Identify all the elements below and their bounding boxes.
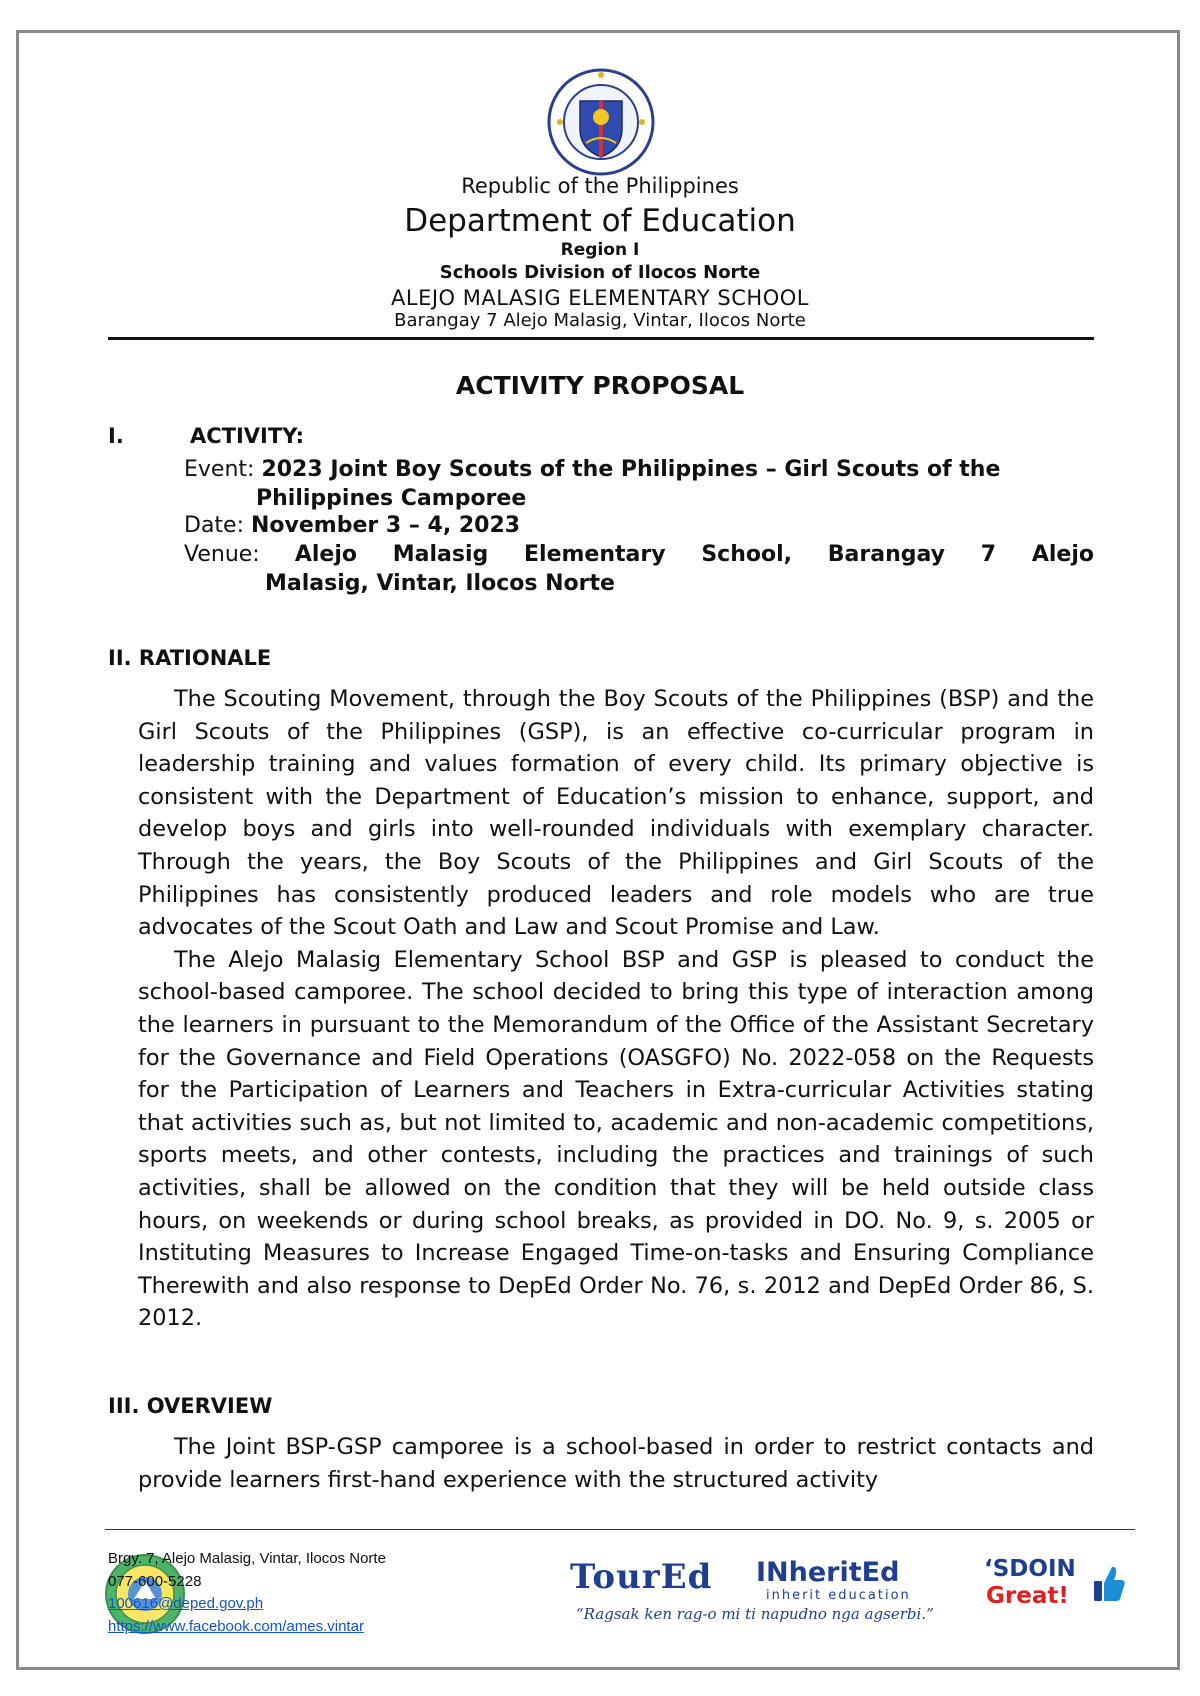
event-value-continued: Philippines Camporee bbox=[256, 486, 527, 511]
inherited-logo: INheritEd bbox=[756, 1557, 900, 1588]
section-title: ACTIVITY: bbox=[190, 424, 304, 448]
section-rationale-heading: II. RATIONALE bbox=[108, 646, 272, 670]
school-name: ALEJO MALASIG ELEMENTARY SCHOOL bbox=[391, 286, 809, 310]
overview-paragraph: The Joint BSP-GSP camporee is a school-based in order to restrict contacts and provide learners first-hand experience with the structured activity bbox=[138, 1434, 1094, 1493]
school-address: Barangay 7 Alejo Malasig, Vintar, Ilocos Norte bbox=[394, 310, 806, 331]
document-title: ACTIVITY PROPOSAL bbox=[455, 371, 745, 400]
region-line: Region I bbox=[560, 240, 640, 260]
event-field-continued bbox=[256, 484, 526, 513]
venue-field bbox=[184, 540, 1094, 569]
event-label: Event: bbox=[184, 457, 255, 482]
venue-value: Alejo Malasig Elementary School, Barangay 7 Alejo bbox=[294, 542, 1094, 567]
overview-body bbox=[138, 1431, 1094, 1496]
footer-phone: 077-600-5228 bbox=[108, 1572, 202, 1590]
rationale-paragraph: The Alejo Malasig Elementary School BSP and GSP is pleased to conduct the school-based camporee. The school decided to bring this type of interaction among the learners in pursuant to the Memorandum of the Office of the Assistant Secretary for the Governance and Field Operations (OASGFO) No. 2022-058 on the Requests for the Participation of Learners and Teachers in Extra-curricular Activities stating that activities such as, but not limited to, academic and non-academic competitions, sports meets, and other contests, including the practices and trainings of such activities, shall be allowed on the condition that they will be held outside class hours, on weekends or during school breaks, as provided in DO. No. 9, s. 2005 or Instituting Measures to Increase Engaged Time-on-tasks and Ensuring Compliance Therewith and also response to DepEd Order No. 76, s. 2012 and DepEd Order 86, S. 2012. bbox=[138, 946, 1094, 1332]
footer-email-link[interactable]: 100616@deped.gov.ph bbox=[108, 1595, 264, 1612]
section-overview-heading: III. OVERVIEW bbox=[108, 1394, 273, 1418]
inherited-logo-subtitle: inherit education bbox=[766, 1588, 911, 1603]
footer-facebook-link[interactable]: https://www.facebook.com/ames.vintar bbox=[108, 1617, 364, 1635]
logo-tagline: “Ragsak ken rag-o mi ti napudno nga agserbi.” bbox=[576, 1605, 934, 1623]
venue-value-continued: Malasig, Vintar, Ilocos Norte bbox=[265, 571, 615, 596]
toured-logo: TourEd bbox=[570, 1557, 713, 1597]
footer-address: Brgy. 7, Alejo Malasig, Vintar, Ilocos Norte bbox=[108, 1550, 386, 1567]
sdoin-logo: ‘SDOIN bbox=[984, 1556, 1076, 1582]
section-number: I. bbox=[108, 424, 124, 448]
republic-line: Republic of the Philippines bbox=[461, 174, 739, 198]
footer-contact-info bbox=[108, 1548, 386, 1638]
thumbs-up-icon bbox=[1092, 1563, 1126, 1603]
date-field bbox=[184, 511, 520, 540]
deped-seal-logo bbox=[546, 67, 656, 177]
venue-label: Venue: bbox=[184, 542, 260, 567]
date-value: November 3 – 4, 2023 bbox=[251, 513, 521, 538]
venue-field-continued bbox=[265, 569, 615, 598]
footer-logos bbox=[566, 1555, 1126, 1635]
division-line: Schools Division of Ilocos Norte bbox=[439, 262, 761, 283]
department-line: Department of Education bbox=[404, 203, 796, 239]
section-activity-heading bbox=[108, 424, 304, 448]
sdoin-great-text: Great! bbox=[986, 1583, 1069, 1609]
rationale-paragraph: The Scouting Movement, through the Boy Scouts of the Philippines (BSP) and the Girl Scouts of the Philippines (GSP), is an effective co-curricular program in leadership training and values formation of every child. Its primary objective is consistent with the Department of Education’s mission to enhance, support, and develop boys and girls into well-rounded individuals with exemplary character. Through the years, the Boy Scouts of the Philippines and Girl Scouts of the Philippines has consistently produced leaders and role models who are true advocates of the Scout Oath and Law and Scout Promise and Law. bbox=[138, 686, 1094, 941]
header-divider bbox=[108, 337, 1094, 340]
date-label: Date: bbox=[184, 513, 244, 538]
event-field bbox=[184, 455, 1094, 484]
footer-divider bbox=[105, 1529, 1135, 1530]
rationale-body bbox=[138, 683, 1094, 1335]
event-value: 2023 Joint Boy Scouts of the Philippines – Girl Scouts of the bbox=[261, 457, 1001, 482]
